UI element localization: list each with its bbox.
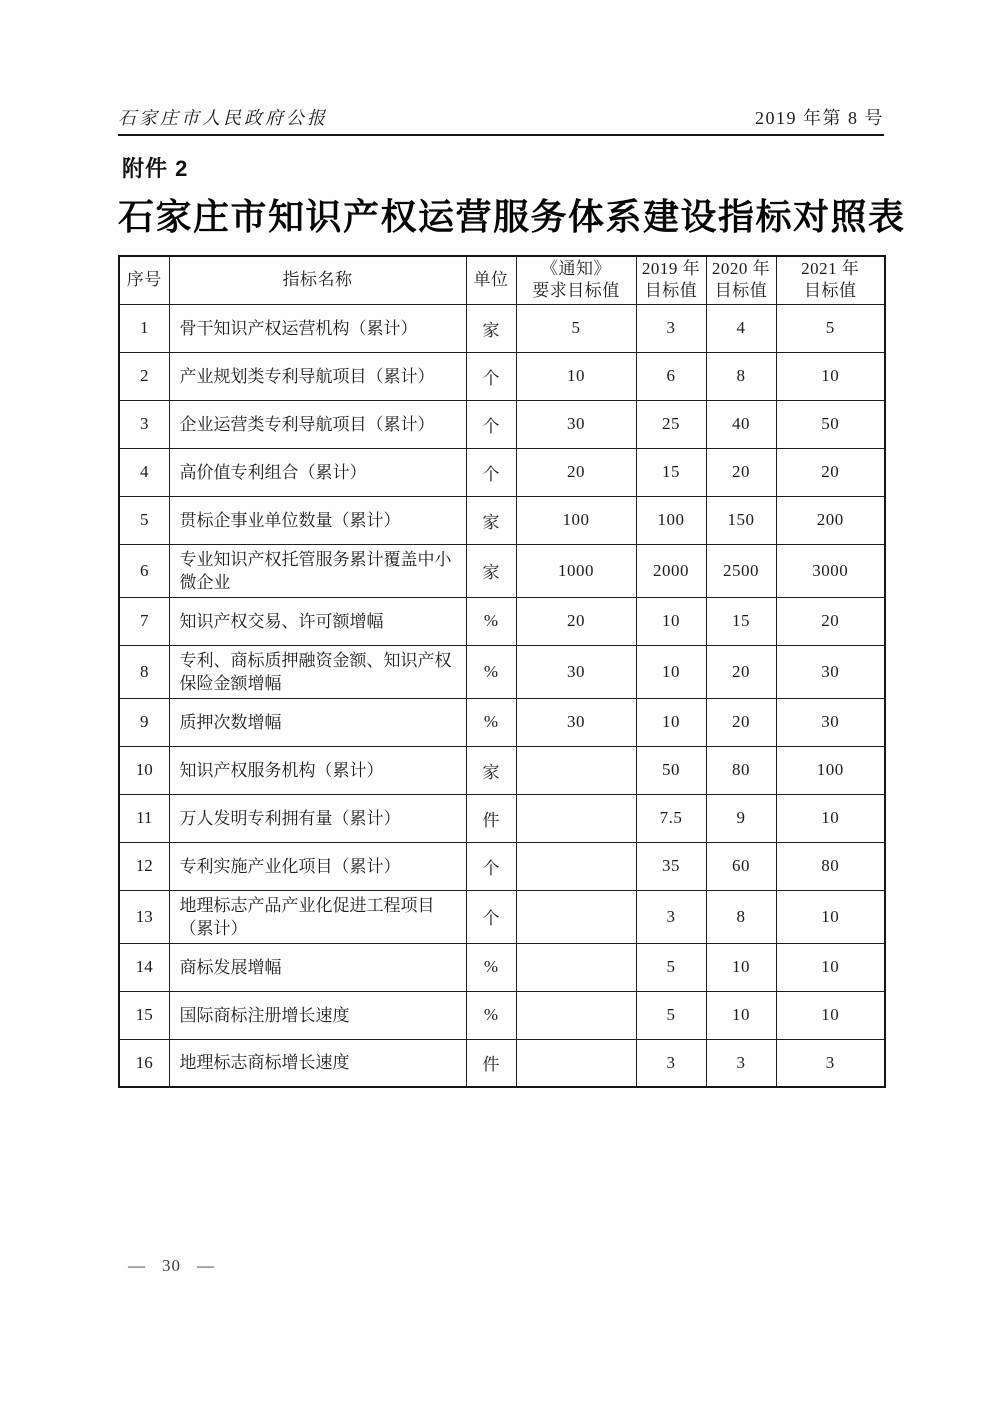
cell-name: 专利实施产业化项目（累计） <box>169 842 466 890</box>
header-row <box>119 256 885 304</box>
header-label-line2: 目标值 <box>644 281 698 301</box>
table-row <box>119 842 885 890</box>
cell-name: 专利、商标质押融资金额、知识产权保险金额增幅 <box>169 645 466 698</box>
cell-y2020: 10 <box>706 943 776 991</box>
cell-no: 7 <box>119 597 169 645</box>
cell-y2021: 10 <box>776 352 885 400</box>
cell-y2021: 10 <box>776 890 885 943</box>
cell-y2021: 80 <box>776 842 885 890</box>
cell-notice: 20 <box>516 448 636 496</box>
document-title: 石家庄市知识产权运营服务体系建设指标对照表 <box>118 197 906 237</box>
cell-no: 1 <box>119 304 169 352</box>
indicator-table <box>118 255 886 1088</box>
cell-unit: 件 <box>466 1039 516 1087</box>
cell-y2021: 10 <box>776 794 885 842</box>
cell-notice <box>516 746 636 794</box>
cell-name: 贯标企事业单位数量（累计） <box>169 496 466 544</box>
cell-y2021: 10 <box>776 991 885 1039</box>
cell-y2020: 40 <box>706 400 776 448</box>
cell-unit: 件 <box>466 794 516 842</box>
cell-no: 16 <box>119 1039 169 1087</box>
table-row <box>119 597 885 645</box>
header-cell-name <box>169 256 466 304</box>
cell-unit: 个 <box>466 890 516 943</box>
cell-notice: 30 <box>516 645 636 698</box>
cell-unit: 家 <box>466 544 516 597</box>
cell-no: 10 <box>119 746 169 794</box>
header-label: 指标名称 <box>282 270 353 290</box>
cell-y2020: 10 <box>706 991 776 1039</box>
cell-y2019: 6 <box>636 352 706 400</box>
cell-y2021: 20 <box>776 597 885 645</box>
cell-no: 3 <box>119 400 169 448</box>
cell-y2020: 20 <box>706 698 776 746</box>
cell-y2019: 15 <box>636 448 706 496</box>
cell-notice: 10 <box>516 352 636 400</box>
cell-notice <box>516 991 636 1039</box>
masthead <box>118 104 884 130</box>
attachment-label: 附件 2 <box>122 156 189 181</box>
cell-y2019: 3 <box>636 1039 706 1087</box>
cell-y2020: 8 <box>706 352 776 400</box>
header-label: 序号 <box>126 270 162 290</box>
cell-unit: 个 <box>466 352 516 400</box>
cell-y2020: 60 <box>706 842 776 890</box>
header-cell-notice-target <box>516 256 636 304</box>
table-row <box>119 890 885 943</box>
header-label: 单位 <box>473 270 509 290</box>
header-label: 《通知》 <box>541 259 611 279</box>
table-row <box>119 991 885 1039</box>
cell-name: 高价值专利组合（累计） <box>169 448 466 496</box>
cell-y2020: 9 <box>706 794 776 842</box>
cell-y2019: 50 <box>636 746 706 794</box>
cell-notice: 20 <box>516 597 636 645</box>
table-row <box>119 400 885 448</box>
cell-y2020: 15 <box>706 597 776 645</box>
header-cell-2019-target <box>636 256 706 304</box>
header-label-line2: 目标值 <box>714 281 768 301</box>
masthead-rule <box>118 134 884 136</box>
cell-unit: % <box>466 645 516 698</box>
cell-notice <box>516 794 636 842</box>
cell-name: 知识产权服务机构（累计） <box>169 746 466 794</box>
cell-no: 15 <box>119 991 169 1039</box>
cell-unit: 个 <box>466 842 516 890</box>
cell-name: 万人发明专利拥有量（累计） <box>169 794 466 842</box>
header-cell-no <box>119 256 169 304</box>
cell-y2021: 5 <box>776 304 885 352</box>
cell-y2019: 25 <box>636 400 706 448</box>
cell-y2020: 150 <box>706 496 776 544</box>
cell-y2021: 10 <box>776 943 885 991</box>
cell-notice <box>516 890 636 943</box>
cell-no: 13 <box>119 890 169 943</box>
cell-no: 2 <box>119 352 169 400</box>
cell-unit: 家 <box>466 304 516 352</box>
cell-no: 14 <box>119 943 169 991</box>
header-cell-unit <box>466 256 516 304</box>
cell-y2019: 10 <box>636 597 706 645</box>
cell-unit: % <box>466 943 516 991</box>
cell-name: 骨干知识产权运营机构（累计） <box>169 304 466 352</box>
cell-unit: % <box>466 698 516 746</box>
cell-y2019: 10 <box>636 645 706 698</box>
table-row <box>119 496 885 544</box>
cell-y2019: 3 <box>636 304 706 352</box>
gazette-name: 石家庄市人民政府公报 <box>118 108 328 128</box>
cell-y2019: 2000 <box>636 544 706 597</box>
cell-y2021: 20 <box>776 448 885 496</box>
cell-y2021: 100 <box>776 746 885 794</box>
cell-name: 商标发展增幅 <box>169 943 466 991</box>
cell-y2020: 4 <box>706 304 776 352</box>
table-row <box>119 794 885 842</box>
footer-dash-left: — <box>128 1256 146 1275</box>
cell-y2019: 5 <box>636 991 706 1039</box>
cell-name: 国际商标注册增长速度 <box>169 991 466 1039</box>
cell-no: 6 <box>119 544 169 597</box>
cell-y2020: 20 <box>706 645 776 698</box>
cell-y2020: 8 <box>706 890 776 943</box>
cell-notice <box>516 842 636 890</box>
table-row <box>119 448 885 496</box>
cell-y2019: 100 <box>636 496 706 544</box>
cell-y2020: 3 <box>706 1039 776 1087</box>
cell-y2021: 3000 <box>776 544 885 597</box>
cell-name: 产业规划类专利导航项目（累计） <box>169 352 466 400</box>
cell-notice: 5 <box>516 304 636 352</box>
table-row <box>119 645 885 698</box>
cell-no: 8 <box>119 645 169 698</box>
cell-unit: 个 <box>466 448 516 496</box>
cell-unit: % <box>466 597 516 645</box>
cell-notice <box>516 943 636 991</box>
header-cell-2021-target <box>776 256 885 304</box>
page-number: 30 <box>162 1256 181 1275</box>
cell-y2021: 3 <box>776 1039 885 1087</box>
cell-name: 地理标志产品产业化促进工程项目（累计） <box>169 890 466 943</box>
cell-y2019: 7.5 <box>636 794 706 842</box>
cell-name: 专业知识产权托管服务累计覆盖中小微企业 <box>169 544 466 597</box>
cell-notice: 30 <box>516 698 636 746</box>
cell-y2021: 50 <box>776 400 885 448</box>
cell-name: 企业运营类专利导航项目（累计） <box>169 400 466 448</box>
cell-name: 质押次数增幅 <box>169 698 466 746</box>
header-label: 2019 年 <box>641 259 701 279</box>
cell-unit: 家 <box>466 496 516 544</box>
table-row <box>119 352 885 400</box>
header-label: 2020 年 <box>711 259 771 279</box>
table-row <box>119 544 885 597</box>
table-row <box>119 1039 885 1087</box>
cell-y2021: 30 <box>776 645 885 698</box>
cell-y2020: 80 <box>706 746 776 794</box>
cell-name: 知识产权交易、许可额增幅 <box>169 597 466 645</box>
issue-number: 2019 年第 8 号 <box>755 108 884 128</box>
cell-name: 地理标志商标增长速度 <box>169 1039 466 1087</box>
cell-notice <box>516 1039 636 1087</box>
cell-notice: 1000 <box>516 544 636 597</box>
cell-unit: 个 <box>466 400 516 448</box>
cell-y2019: 3 <box>636 890 706 943</box>
page-footer <box>128 1256 215 1276</box>
header-cell-2020-target <box>706 256 776 304</box>
cell-unit: % <box>466 991 516 1039</box>
table-row <box>119 746 885 794</box>
cell-no: 11 <box>119 794 169 842</box>
cell-unit: 家 <box>466 746 516 794</box>
header-label-line2: 要求目标值 <box>532 281 620 301</box>
cell-y2020: 2500 <box>706 544 776 597</box>
header-label: 2021 年 <box>801 259 860 279</box>
cell-y2020: 20 <box>706 448 776 496</box>
cell-y2019: 10 <box>636 698 706 746</box>
cell-y2021: 200 <box>776 496 885 544</box>
cell-y2019: 5 <box>636 943 706 991</box>
cell-y2019: 35 <box>636 842 706 890</box>
cell-y2021: 30 <box>776 698 885 746</box>
table-row <box>119 304 885 352</box>
header-label-line2: 目标值 <box>804 281 857 301</box>
cell-no: 5 <box>119 496 169 544</box>
footer-dash-right: — <box>197 1256 215 1275</box>
cell-no: 9 <box>119 698 169 746</box>
table-header <box>119 256 885 304</box>
table-body <box>119 304 885 1087</box>
cell-no: 12 <box>119 842 169 890</box>
table-row <box>119 698 885 746</box>
cell-notice: 30 <box>516 400 636 448</box>
cell-no: 4 <box>119 448 169 496</box>
table-row <box>119 943 885 991</box>
cell-notice: 100 <box>516 496 636 544</box>
